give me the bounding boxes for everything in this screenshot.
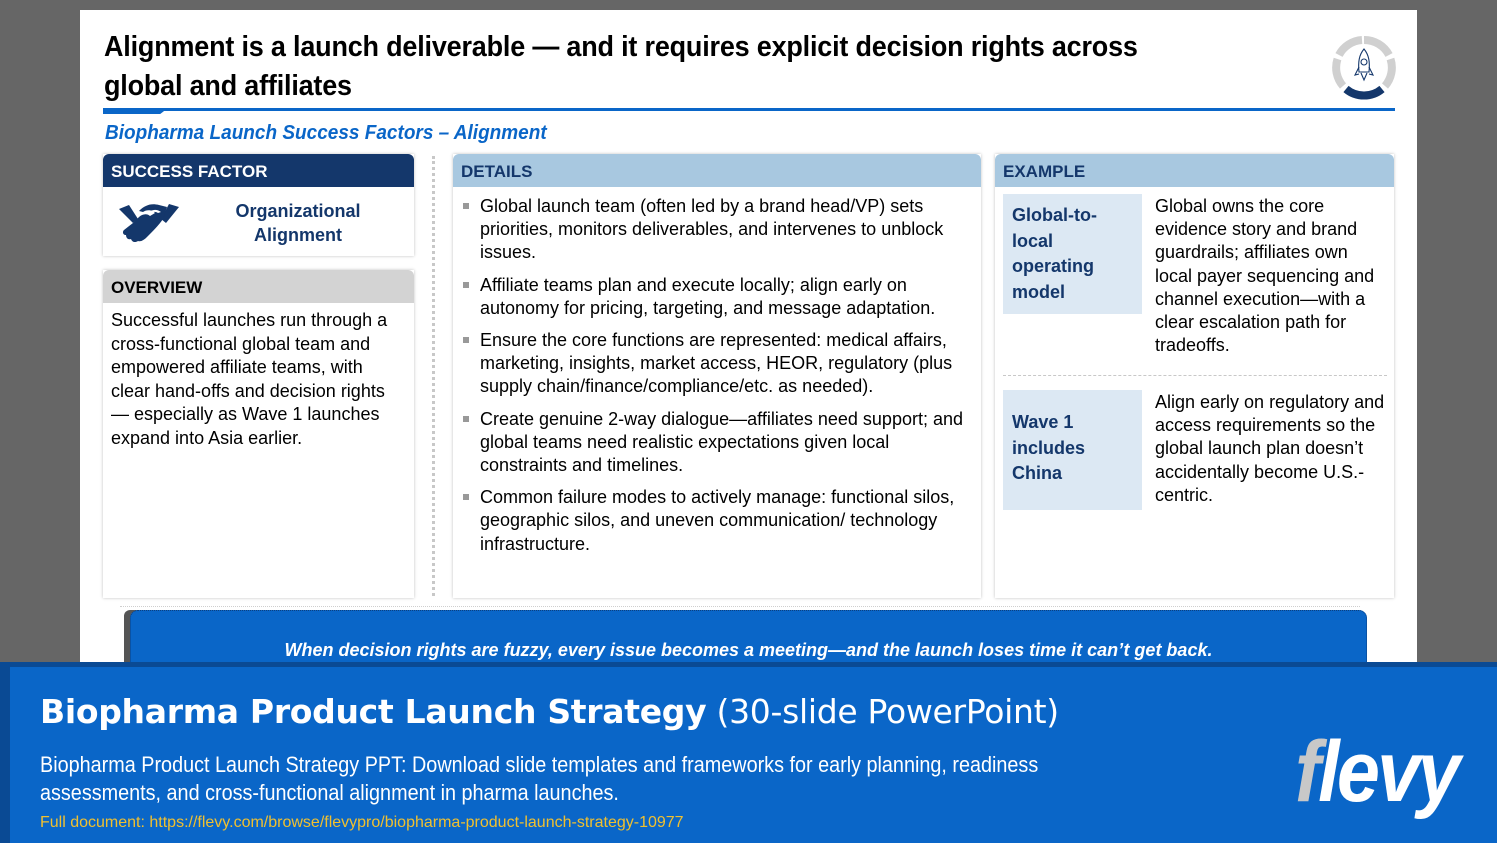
success-factor-header: SUCCESS FACTOR (103, 154, 414, 187)
full-document-link[interactable]: Full document: https://flevy.com/browse/flevypro/biopharma-product-launch-strategy-10977 (40, 814, 684, 831)
banner-title (40, 692, 1059, 731)
bottom-divider (120, 606, 1360, 607)
success-factor-panel (103, 154, 414, 256)
example-separator (1003, 375, 1387, 376)
handshake-icon (119, 199, 179, 247)
rocket-ring-icon (1332, 36, 1396, 100)
overview-panel (103, 270, 414, 598)
details-header: DETAILS (453, 154, 981, 187)
details-item: Common failure modes to actively manage: functional silos, geographic silos, and uneven communication/ technology infrastructure. (463, 486, 971, 556)
callout-text: When decision rights are fuzzy, every issue becomes a meeting—and the launch loses time it can’t get back. (284, 640, 1213, 660)
section-subtitle: Biopharma Launch Success Factors – Alignment (105, 122, 547, 144)
details-panel (453, 154, 981, 598)
overview-header: OVERVIEW (103, 270, 414, 303)
example-panel (995, 154, 1394, 598)
details-item: Global launch team (often led by a brand head/VP) sets priorities, monitors deliverables, and intervenes to unblock issues. (463, 195, 971, 265)
example-value: Global owns the core evidence story and brand guardrails; affiliates own local payer sequencing and channel execution—with a clear escalation path for tradeoffs. (1155, 196, 1375, 356)
banner-description: Biopharma Product Launch Strategy PPT: Download slide templates and frameworks for early planning, readiness assessments, and cross-functional alignment in pharma launches. (40, 752, 1039, 805)
details-item: Ensure the core functions are represented: medical affairs, marketing, insights, market access, HEOR, regulatory (plus supply chain/finance/compliance/etc. as needed). (463, 329, 971, 399)
flevy-logo-rest: levy (1318, 724, 1458, 820)
example-key: Wave 1 includes China (1003, 390, 1142, 510)
banner-title-suffix: (30-slide PowerPoint) (706, 692, 1059, 731)
slide-title: Alignment is a launch deliverable — and it requires explicit decision rights across global and affiliates (104, 31, 1138, 102)
column-divider (432, 156, 435, 596)
title-underline (103, 108, 1395, 111)
details-list (453, 187, 981, 556)
title-underline-accent (103, 108, 168, 114)
banner-title-main: Biopharma Product Launch Strategy (40, 692, 707, 731)
example-header: EXAMPLE (995, 154, 1394, 187)
footer-banner (0, 662, 1497, 843)
flevy-logo-f: f (1295, 724, 1319, 820)
flevy-logo[interactable] (1295, 724, 1458, 820)
details-item: Create genuine 2-way dialogue—affiliates need support; and global teams need realistic expectations given local constraints and timelines. (463, 408, 971, 478)
details-item: Affiliate teams plan and execute locally; align early on autonomy for pricing, targeting, and message adaptation. (463, 274, 971, 320)
example-value: Align early on regulatory and access requirements so the global launch plan doesn’t accidentally become U.S.-centric. (1155, 392, 1385, 505)
callout-box (130, 610, 1367, 670)
success-factor-label: Organizational Alignment (235, 201, 361, 245)
example-key: Global-to-local operating model (1003, 194, 1142, 314)
slide (80, 10, 1417, 670)
overview-text: Successful launches run through a cross-functional global team and empowered affiliate teams, with clear hand-offs and decision rights — especially as Wave 1 launches expand into Asia earlier. (111, 310, 388, 448)
